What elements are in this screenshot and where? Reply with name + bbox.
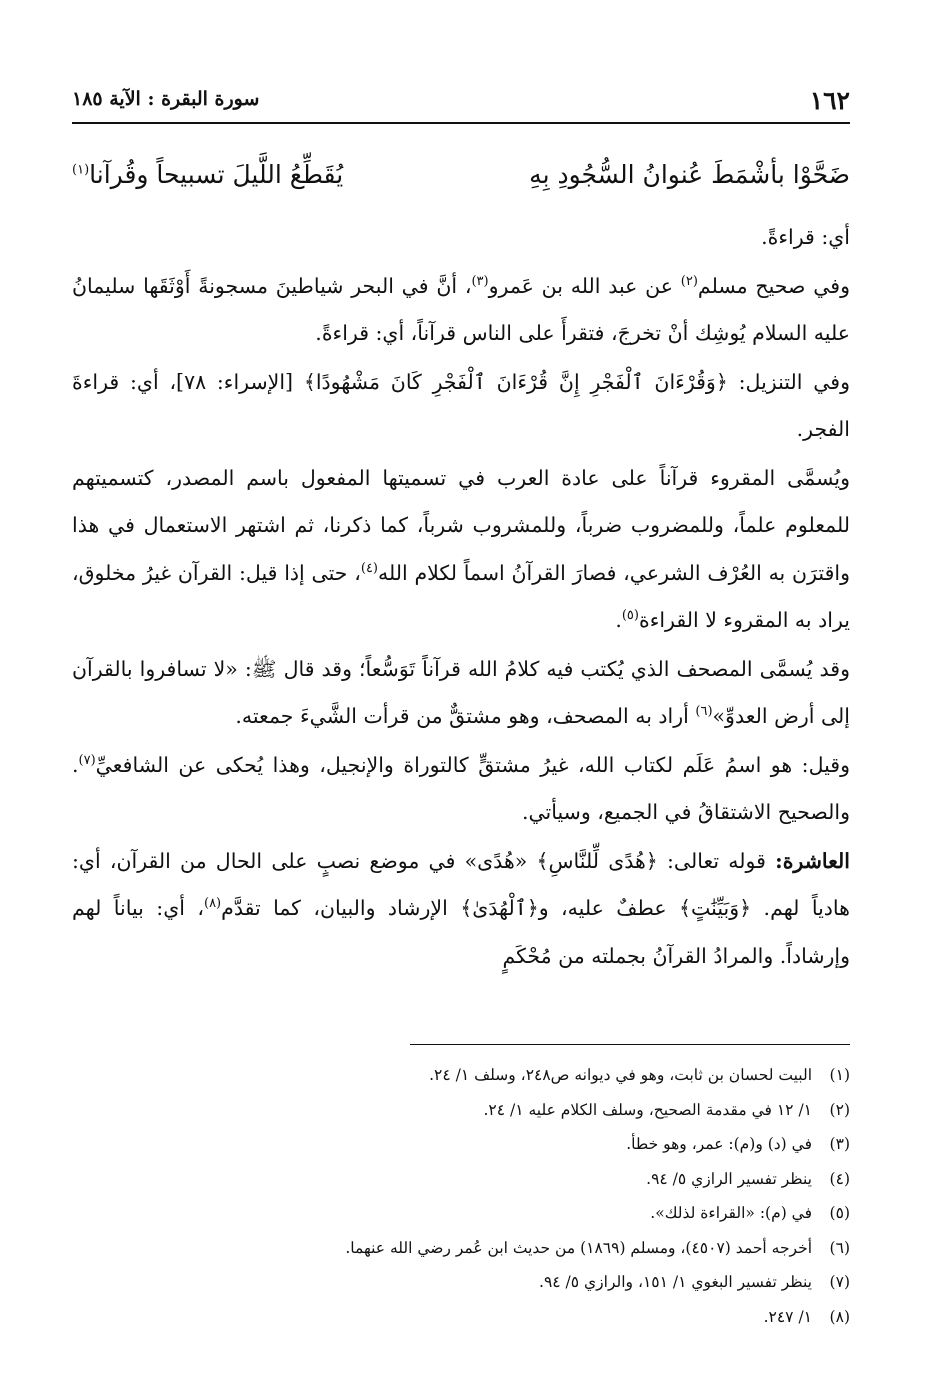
page-header	[72, 82, 850, 124]
footnote	[90, 1058, 850, 1093]
paragraph-text: أي: قراءةً.	[761, 225, 850, 249]
paragraph	[72, 263, 850, 358]
footnote	[90, 1162, 850, 1197]
footnote-text: ينظر تفسير البغوي ١/ ١٥١، والرازي ٥/ ٩٤.	[539, 1273, 812, 1291]
footnote-ref: (٦)	[695, 704, 713, 720]
paragraph-text: وفي صحيح مسلم	[697, 273, 850, 298]
paragraph-text: عن عبد الله بن عَمرو	[488, 273, 681, 298]
footnote-number: (٤)	[829, 1169, 850, 1188]
footnote-number: (١)	[829, 1066, 850, 1084]
verse-first-hemistich: ضَحَّوْا بأشْمَطَ عُنوانُ السُّجُودِ بِهِ	[529, 160, 850, 189]
footnote-number: (٥)	[829, 1204, 850, 1222]
footnote-text: ينظر تفسير الرازي ٥/ ٩٤.	[646, 1169, 812, 1188]
paragraph-text: ، أنَّ في البحر شياطينَ مسجونةً أَوْثَقَها سليمانُ عليه السلام يُوشِك أنْ تخرجَ، فتقرأَ على الناس قرآناً، أي: قراءةً.	[72, 273, 850, 345]
footnote-text: في (د) و(م): عمر، وهو خطأ.	[626, 1135, 812, 1153]
section-label: العاشرة:	[775, 848, 850, 873]
paragraph	[72, 646, 850, 741]
poetry-verse	[72, 160, 850, 210]
verse-second-hemistich	[72, 160, 343, 189]
footnote-text: ١/ ٢٤٧.	[763, 1307, 812, 1326]
footnote	[90, 1300, 850, 1335]
paragraph	[72, 455, 850, 645]
paragraph-text: أراد به المصحف، وهو مشتقٌّ من قرأت الشَّيءَ جمعته.	[235, 704, 696, 728]
footnote	[90, 1127, 850, 1162]
paragraph	[72, 838, 850, 981]
footnote	[90, 1196, 850, 1231]
footnote-ref: (٥)	[621, 608, 639, 624]
footnote-ref: (٢)	[680, 273, 698, 289]
footnote-number: (٢)	[829, 1100, 850, 1119]
footnote	[90, 1231, 850, 1266]
paragraph	[72, 742, 850, 837]
footnote-text: في (م): «القراءة لذلك».	[650, 1204, 812, 1222]
footnote-divider	[410, 1044, 850, 1045]
footnote-number: (٨)	[829, 1307, 850, 1326]
footnote-text: البيت لحسان بن ثابت، وهو في ديوانه ص٢٤٨، وسلف ١/ ٢٤.	[429, 1066, 812, 1084]
paragraph	[72, 214, 850, 262]
paragraph-text: قوله تعالى: ﴿هُدًى لِّلنَّاسِ﴾ «هُدًى» في موضع نصبٍ على الحال من القرآن، أي: هادياً لهم. ﴿وَبَيِّنَٰتٍ﴾ عطفٌ عليه، و﴿ٱلْهُدَىٰ﴾ الإرشاد والبيان، كما تقدَّم	[72, 848, 850, 920]
running-title: سورة البقرة : الآية ١٨٥	[72, 88, 260, 110]
page-number: ١٦٢	[809, 86, 850, 115]
paragraph-text: وقيل: هو اسمُ عَلَم لكتاب الله، غيرُ مشتقٍّ كالتوراة والإنجيل، وهذا يُحكى عن الشافعيِّ	[95, 752, 850, 777]
footnote-ref: (٧)	[78, 752, 96, 768]
paragraph-text: ويُسمَّى المقروء قرآناً على عادة العرب في تسميتها المفعول باسم المصدر، كتسميتهم للمعلوم علماً، وللمضروب ضرباً، وللمشروب شرباً، كما ذكرنا، ثم اشتهر الاستعمال في هذا واقترَن به العُرْف الشرعي، فصارَ القرآنُ اسماً لكلام الله	[72, 465, 850, 585]
paragraph-text: ، حتى إذا قيل: القرآن غيرُ مخلوق، يراد به المقروء لا القراءة	[72, 560, 850, 632]
footnote	[90, 1093, 850, 1128]
main-text	[72, 214, 850, 980]
footnote-number: (٣)	[829, 1135, 850, 1153]
paragraph-text: ، أي: بياناً لهم وإرشاداً. والمرادُ القرآنُ بجملته من مُحْكَمٍ	[72, 896, 850, 968]
footnote-text: أخرجه أحمد (٤٥٠٧)، ومسلم (١٨٦٩) من حديث ابن عُمر رضي الله عنهما.	[345, 1238, 812, 1257]
footnote-number: (٧)	[829, 1273, 850, 1291]
paragraph-text: وقد يُسمَّى المصحف الذي يُكتب فيه كلامُ الله قرآناً تَوَسُّعاً؛ وقد قال ﷺ: «لا تسافروا بالقرآن إلى أرض العدوِّ»	[72, 656, 850, 728]
footnote-ref: (٣)	[471, 273, 489, 289]
footnote-ref: (٨)	[203, 896, 222, 912]
paragraph-text: وفي التنزيل: ﴿وَقُرْءَانَ ٱلْفَجْرِ إِنَّ قُرْءَانَ ٱلْفَجْرِ كَانَ مَشْهُودًا﴾ [الإسراء: ٧٨]، أي: قراءةَ الفجر.	[72, 369, 850, 441]
footnote-ref: (٤)	[360, 560, 378, 576]
footnote-number: (٦)	[829, 1238, 850, 1257]
paragraph	[72, 359, 850, 454]
paragraph-text: . والصحيح الاشتقاقُ في الجميع، وسيأتي.	[72, 752, 850, 824]
footnote-ref: (١)	[72, 162, 90, 178]
footnotes-list	[90, 1058, 850, 1334]
paragraph-text: .	[615, 608, 622, 632]
verse-second-hemistich-text: يُقَطِّعُ اللَّيلَ تسبيحاً وقُرآنا	[89, 160, 344, 189]
footnote-text: ١/ ١٢ في مقدمة الصحيح، وسلف الكلام عليه ١/ ٢٤.	[483, 1100, 812, 1119]
footnote	[90, 1265, 850, 1300]
